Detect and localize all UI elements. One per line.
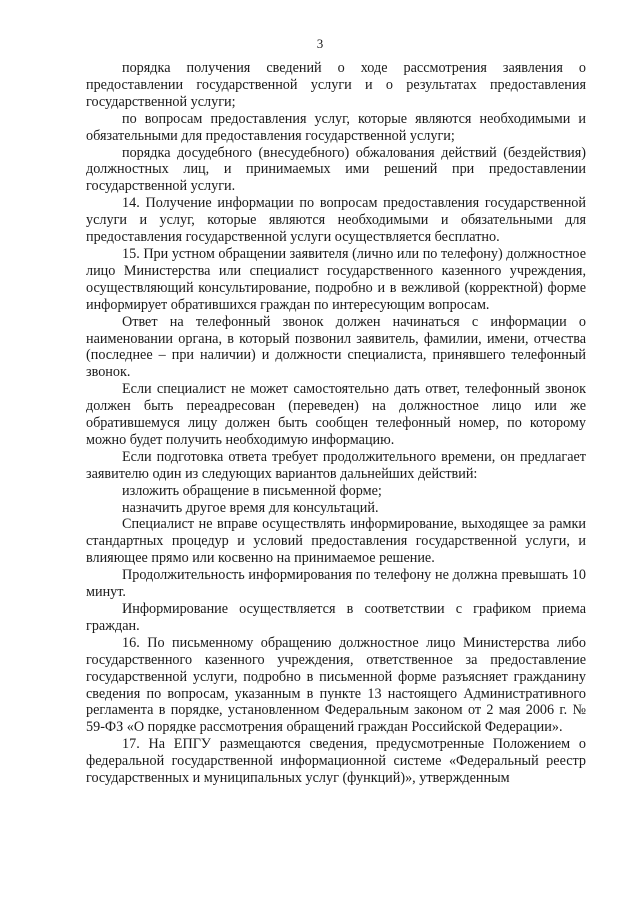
paragraph-item-14: 14. Получение информации по вопросам предоставления государственной услуги и услуг, которые являются необходимыми и обязательными для предоставления государственной услуги осуществляется бесплатно. bbox=[86, 195, 586, 246]
paragraph: порядка получения сведений о ходе рассмотрения заявления о предоставлении государственной услуги и о результатах предоставления государственной услуги; bbox=[86, 60, 586, 110]
paragraph-item-17: 17. На ЕПГУ размещаются сведения, предусмотренные Положением о федеральной государственной информационной системе «Федеральный реестр государственных и муниципальных услуг (функций)», утвержденным bbox=[86, 736, 586, 787]
paragraph-item-16: 16. По письменному обращению должностное лицо Министерства либо государственного казенного учреждения, ответственное за предоставление государственной услуги, подробно в письменной форме разъясняет гражданину сведения по вопросам, указанным в пункте 13 настоящего Административного регламента в порядке, установленном Федеральным законом от 2 мая 2006 г. № 59-ФЗ «О порядке рассмотрения обращений граждан Российской Федерации». bbox=[86, 634, 586, 736]
paragraph: порядка досудебного (внесудебного) обжалования действий (бездействия) должностных лиц, и принимаемых ими решений при предоставлении государственной услуги. bbox=[86, 144, 586, 195]
paragraph: изложить обращение в письменной форме; bbox=[122, 482, 382, 499]
paragraph: назначить другое время для консультаций. bbox=[122, 499, 379, 516]
paragraph: Ответ на телефонный звонок должен начинаться с информации о наименовании органа, в который позвонил заявитель, фамилии, имени, отчества (последнее – при наличии) и должности специалиста, принявшего телефонный звонок. bbox=[86, 313, 586, 381]
paragraph: Если специалист не может самостоятельно дать ответ, телефонный звонок должен быть переадресован (переведен) на должностное лицо или же обратившемуся лицу должен быть сообщен телефонный номер, по которому можно будет получить необходимую информацию. bbox=[86, 381, 586, 448]
paragraph: Информирование осуществляется в соответствии с графиком приема граждан. bbox=[86, 601, 586, 634]
document-body bbox=[86, 60, 586, 787]
paragraph: Специалист не вправе осуществлять информирование, выходящее за рамки стандартных процедур и условий предоставления государственной услуги, и влияющее прямо или косвенно на принимаемое решение. bbox=[86, 516, 586, 567]
paragraph-item-15: 15. При устном обращении заявителя (лично или по телефону) должностное лицо Министерства или специалист государственного казенного учреждения, осуществляющий консультирование, подробно и в вежливой (корректной) форме информирует обратившихся граждан по интересующим вопросам. bbox=[86, 245, 586, 313]
paragraph: Продолжительность информирования по телефону не должна превышать 10 минут. bbox=[86, 567, 586, 601]
paragraph: Если подготовка ответа требует продолжительного времени, он предлагает заявителю один из следующих вариантов дальнейших действий: bbox=[86, 448, 586, 482]
page-number: 3 bbox=[316, 36, 324, 51]
paragraph: по вопросам предоставления услуг, которые являются необходимыми и обязательными для предоставления государственной услуги; bbox=[86, 110, 586, 144]
